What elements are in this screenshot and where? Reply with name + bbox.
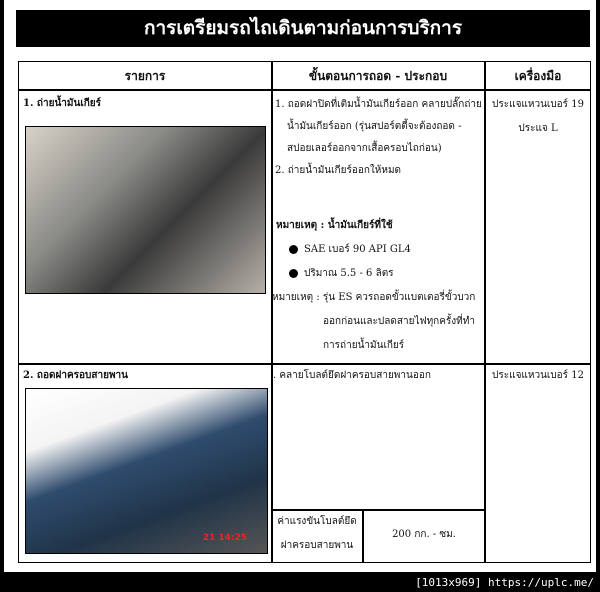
- bullet-icon: [289, 245, 298, 254]
- row1-step: น้ำมันเกียร์ออก (รุ่นสปอร์ตตี้จะต้องถอด -: [287, 121, 462, 132]
- watermark: [1013x969] https://uplc.me/: [415, 576, 594, 589]
- row2-item: 2. ถอดฝาครอบสายพาน: [23, 370, 128, 381]
- row1-step: 2. ถ่ายน้ำมันเกียร์ออกให้หมด: [275, 165, 402, 176]
- bullet-icon: [289, 269, 298, 278]
- row1-step: 1. ถอดฝาปิดที่เติมน้ำมันเกียร์ออก คลายปลั๊กถ่าย: [275, 99, 482, 110]
- torque-label: ค่าแรงขันโบลต์ยึด: [277, 516, 357, 527]
- row1-tool: ประแจ L: [518, 123, 558, 134]
- document-page: [4, 0, 596, 572]
- header-item: รายการ: [124, 69, 166, 83]
- belt-cover-photo: [25, 388, 268, 554]
- oil-quantity: ปริมาณ 5.5 - 6 ลิตร: [304, 268, 394, 279]
- torque-label: ฝาครอบสายพาน: [280, 540, 354, 551]
- gear-oil-photo: [25, 126, 266, 294]
- note2: หมายเหตุ : รุ่น ES ควรถอดขั้วแบตเตอรี่ขั้วบวก: [272, 292, 476, 303]
- note1-label: หมายเหตุ : น้ำมันเกียร์ที่ใช้: [276, 220, 393, 231]
- photo-timestamp: 21 14:25: [202, 533, 247, 543]
- row2-tool: ประแจแหวนเบอร์ 12: [492, 370, 584, 381]
- note2: การถ่ายน้ำมันเกียร์: [323, 340, 405, 351]
- row1-tool: ประแจแหวนเบอร์ 19: [492, 99, 584, 110]
- row1-step: สปอยเลอร์ออกจากเสื้อครอบไถก่อน): [287, 143, 442, 154]
- header-steps: ขั้นตอนการถอด - ประกอบ: [308, 69, 448, 83]
- row1-item: 1. ถ่ายน้ำมันเกียร์: [23, 98, 102, 109]
- divider: [272, 509, 484, 511]
- divider: [19, 363, 590, 365]
- note2: ออกก่อนและปลดสายไฟทุกครั้งที่ทำ: [323, 316, 475, 327]
- divider: [19, 89, 590, 91]
- row2-step: . คลายโบลต์ยึดฝาครอบสายพานออก: [273, 370, 431, 381]
- procedure-table: [18, 61, 591, 563]
- torque-value: 200 กก. - ซม.: [392, 529, 456, 540]
- page-title: การเตรียมรถไถเดินตามก่อนการบริการ: [16, 10, 590, 47]
- oil-spec: SAE เบอร์ 90 API GL4: [304, 244, 411, 255]
- header-tools: เครื่องมือ: [514, 69, 562, 83]
- divider: [271, 62, 273, 562]
